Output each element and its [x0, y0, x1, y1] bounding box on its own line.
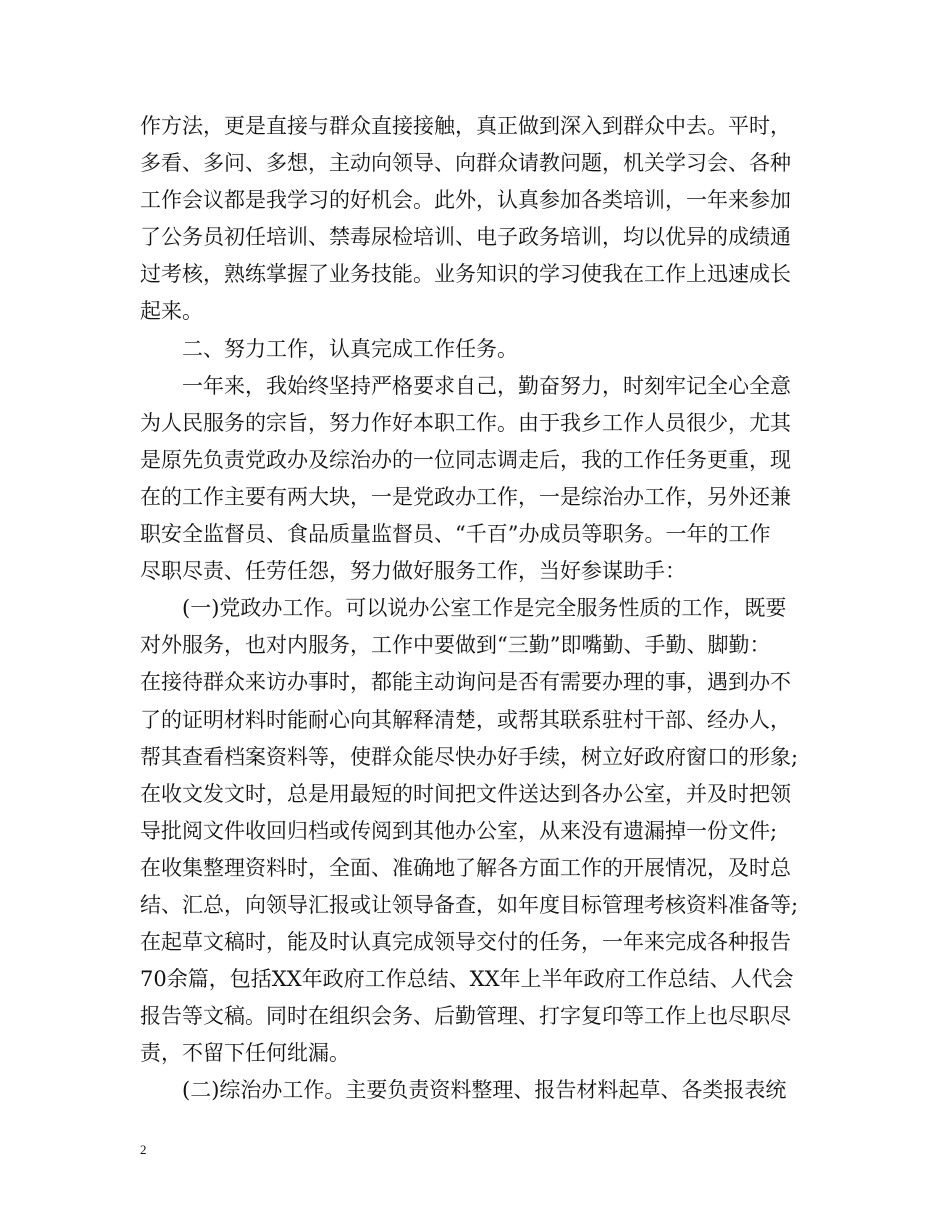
- text-line: 一年来，我始终坚持严格要求自己，勤奋努力，时刻牢记全心全意: [182, 373, 791, 398]
- text-line: 报告等文稿。同时在组织会务、后勤管理、打字复印等工作上也尽职尽: [140, 1004, 791, 1029]
- text-line: (一)党政办工作。可以说办公室工作是完全服务性质的工作，既要: [182, 596, 787, 621]
- text-line: 在收集整理资料时，全面、准确地了解各方面工作的开展情况，及时总: [140, 855, 791, 880]
- text-line: 职安全监督员、食品质量监督员、“千百”办成员等职务。一年的工作: [140, 522, 771, 547]
- text-line: 在收文发文时，总是用最短的时间把文件送达到各办公室，并及时把领: [140, 781, 791, 806]
- text-line: 责，不留下任何纰漏。: [140, 1041, 350, 1066]
- text-line: 在起草文稿时，能及时认真完成领导交付的任务，一年来完成各种报告: [140, 930, 791, 955]
- text-line: 为人民服务的宗旨，努力作好本职工作。由于我乡工作人员很少，尤其: [140, 410, 791, 435]
- text-line: 对外服务，也对内服务，工作中要做到“三勤”即嘴勤、手勤、脚勤：: [140, 633, 771, 658]
- text-line: 工作会议都是我学习的好机会。此外，认真参加各类培训，一年来参加: [140, 188, 791, 213]
- page-number: 2: [140, 1142, 147, 1157]
- text-line: 二、努力工作，认真完成工作任务。: [182, 336, 518, 361]
- text-line: 尽职尽责、任劳任怨，努力做好服务工作，当好参谋助手：: [140, 559, 686, 584]
- text-line: (二)综治办工作。主要负责资料整理、报告材料起草、各类报表统: [182, 1078, 787, 1103]
- text-line: 过考核，熟练掌握了业务技能。业务知识的学习使我在工作上迅速成长: [140, 262, 791, 287]
- text-line: 起来。: [140, 299, 203, 324]
- body-text: [140, 108, 820, 1110]
- text-line: 帮其查看档案资料等，使群众能尽快办好手续，树立好政府窗口的形象;: [140, 744, 799, 769]
- text-line: 多看、多问、多想，主动向领导、向群众请教问题，机关学习会、各种: [140, 151, 791, 176]
- text-line: 导批阅文件收回归档或传阅到其他办公室，从来没有遗漏掉一份文件;: [140, 818, 778, 843]
- text-line: 了公务员初任培训、禁毒尿检培训、电子政务培训，均以优异的成绩通: [140, 225, 791, 250]
- text-line: 70余篇，包括XX年政府工作总结、XX年上半年政府工作总结、人代会: [140, 967, 794, 992]
- text-line: 了的证明材料时能耐心向其解释清楚，或帮其联系驻村干部、经办人，: [140, 707, 791, 732]
- text-line: 在接待群众来访办事时，都能主动询问是否有需要办理的事，遇到办不: [140, 670, 791, 695]
- text-line: 在的工作主要有两大块，一是党政办工作，一是综治办工作，另外还兼: [140, 484, 791, 509]
- text-line: 作方法，更是直接与群众直接接触，真正做到深入到群众中去。平时，: [140, 114, 791, 138]
- text-line: 是原先负责党政办及综治办的一位同志调走后，我的工作任务更重，现: [140, 447, 791, 472]
- text-line: 结、汇总，向领导汇报或让领导备查，如年度目标管理考核资料准备等;: [140, 892, 799, 917]
